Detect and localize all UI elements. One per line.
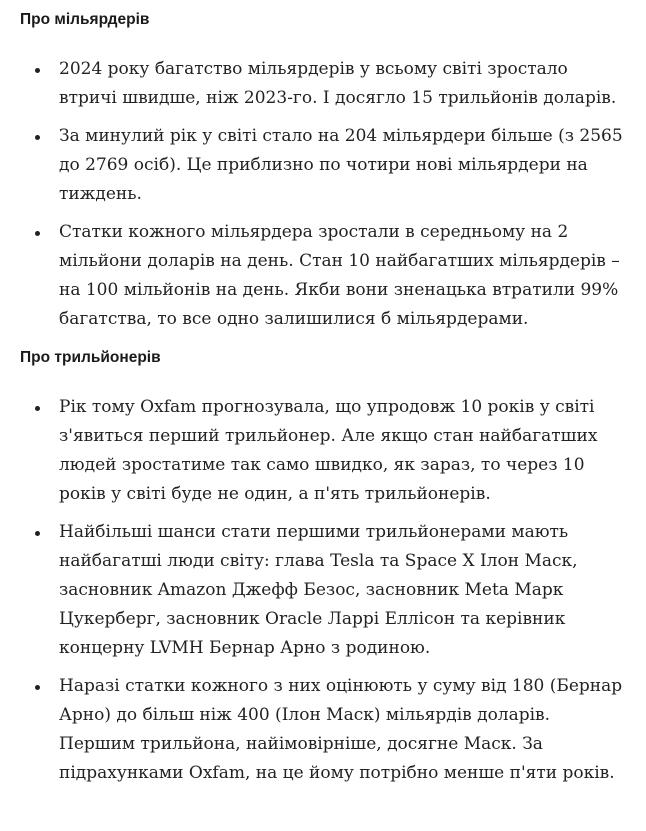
list-item [20,122,626,209]
list-item-text: За минулий рік у світі стало на 204 мільярдери більше (з 2565 до 2769 осіб). Це приблизно по чотири нові мільярдери на тиждень. [59,126,623,204]
section-billionaires [20,10,626,334]
bullet-icon [35,135,40,140]
bullet-list [20,55,626,334]
list-item-text: 2024 року багатство мільярдерів у всьому світі зростало втричі швидше, ніж 2023-го. І досягло 15 трильйонів доларів. [59,59,617,108]
list-item [20,218,626,334]
list-item [20,55,626,113]
list-item-text: Рік тому Oxfam прогнозувала, що упродовж 10 років у світі з'явиться перший трильйонер. Але якщо стан найбагатших людей зростатиме так само швидко, як зараз, то через 10 років у світі буде не один, а п'ять трильйонерів. [59,397,598,504]
list-item [20,672,626,788]
list-item-text: Наразі статки кожного з них оцінюють у суму від 180 (Бернар Арно) до більш ніж 400 (Ілон Маск) мільярдів доларів. Першим трильйона, найімовірніше, досягне Маск. За підрахунками Oxfam, на це йому потрібно менше п'яти років. [59,676,623,783]
bullet-icon [35,231,40,236]
section-heading: Про трильйонерів [20,349,161,366]
section-heading: Про мільярдерів [20,11,150,28]
list-item-text: Статки кожного мільярдера зростали в середньому на 2 мільйони доларів на день. Стан 10 найбагатших мільярдерів – на 100 мільйонів на день. Якби вони зненацька втратили 99% багатства, то все одно залишилися б мільярдерами. [59,222,620,329]
bullet-icon [35,531,40,536]
list-item [20,518,626,663]
section-trillionaires [20,348,626,788]
bullet-icon [35,68,40,73]
bullet-icon [35,685,40,690]
list-item [20,393,626,509]
bullet-icon [35,406,40,411]
bullet-list [20,393,626,788]
list-item-text: Найбільші шанси стати першими трильйонерами мають найбагатші люди світу: глава Tesla та Space X Ілон Маск, засновник Amazon Джефф Безос, засновник Meta Марк Цукерберг, засновник Oracle Ларрі Еллісон та керівник концерну LVMH Бернар Арно з родиною. [59,522,578,658]
